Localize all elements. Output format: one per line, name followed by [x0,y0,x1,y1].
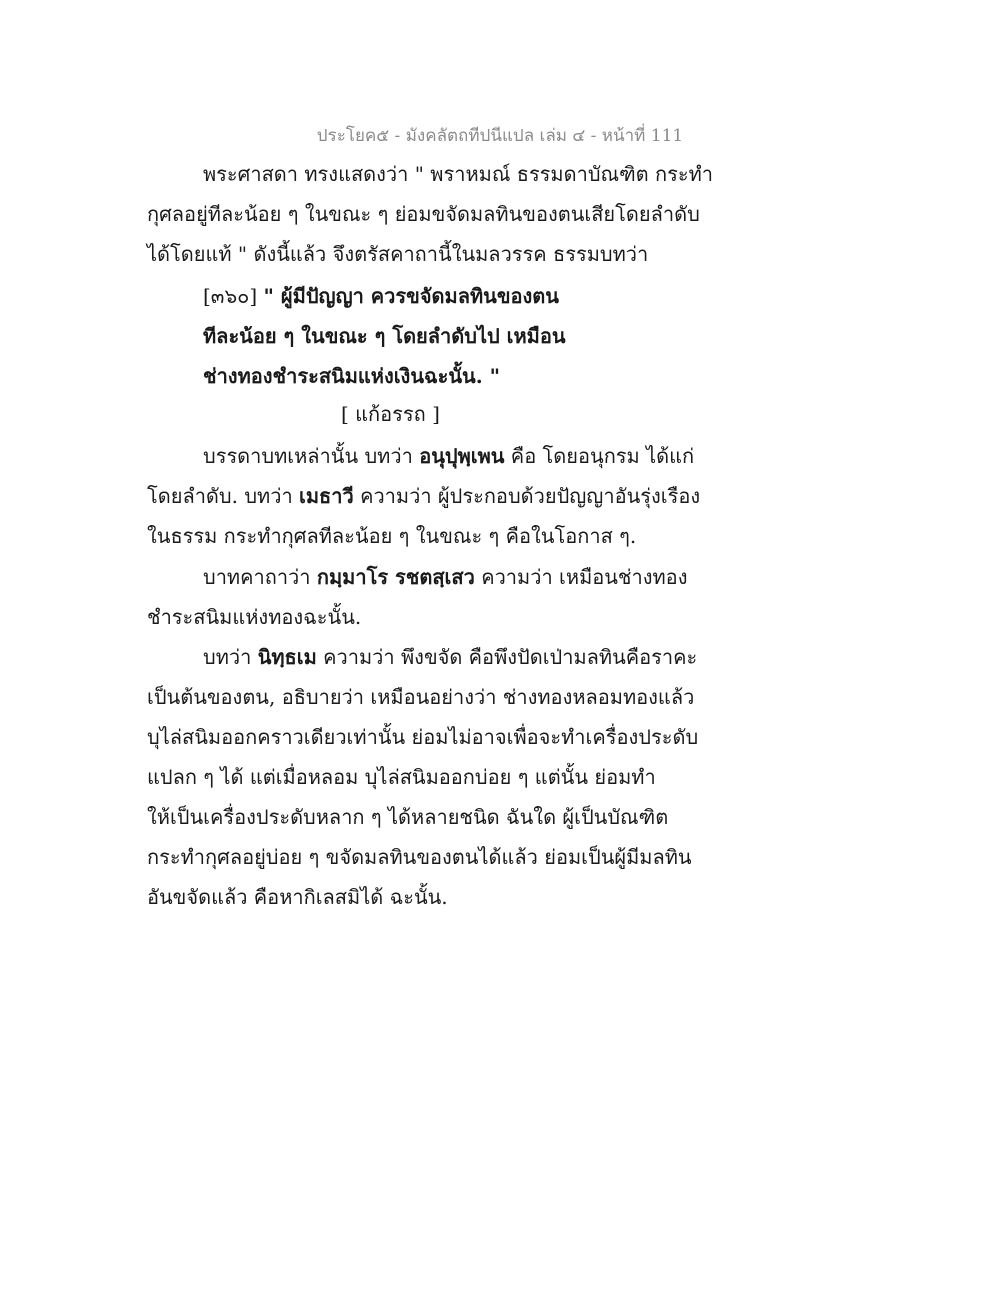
paragraph-line: บุไล่สนิมออกคราวเดียวเท่านั้น ย่อมไม่อาจเพื่อจะทำเครื่องประดับ [147,725,699,749]
text-run: คือ โดยอนุกรม ได้แก่ [504,444,695,468]
verse-text: " ผู้มีปัญญา ควรขจัดมลทินของตน [263,284,559,308]
text-run: ความว่า เหมือนช่างทอง [474,565,688,589]
page-header: ประโยค๕ - มังคลัตถทีปนีแปล เล่ม ๔ - หน้าที่ 111 [316,126,684,146]
paragraph-line: กุศลอยู่ทีละน้อย ๆ ในขณะ ๆ ย่อมขจัดมลทินของตนเสียโดยลำดับ [147,202,700,226]
paragraph-line: ได้โดยแท้ " ดังนี้แล้ว จึงตรัสคาถานี้ในมลวรรค ธรรมบทว่า [147,242,649,266]
paragraph-line: กระทำกุศลอยู่บ่อย ๆ ขจัดมลทินของตนได้แล้ว ย่อมเป็นผู้มีมลทิน [147,845,692,869]
paragraph-line: อันขจัดแล้ว คือหากิเลสมิได้ ฉะนั้น. [147,885,448,909]
paragraph-line: เป็นต้นของตน, อธิบายว่า เหมือนอย่างว่า ช่างทองหลอมทองแล้ว [147,685,695,709]
paragraph-line: ในธรรม กระทำกุศลทีละน้อย ๆ ในขณะ ๆ คือในโอกาส ๆ. [147,524,637,548]
verse-number: [๓๖๐] [203,284,258,308]
verse-line: ช่างทองชำระสนิมแห่งเงินฉะนั้น. " [203,364,501,388]
pali-term: กมฺมาโร รชตสฺเสว [316,565,475,589]
pali-term: เมธาวี [299,484,354,508]
verse-line: ทีละน้อย ๆ ในขณะ ๆ โดยลำดับไป เหมือน [203,324,566,348]
text-run: โดยลำดับ. บทว่า [147,484,300,508]
text-run: บาทคาถาว่า [203,565,317,589]
paragraph-line: พระศาสดา ทรงแสดงว่า " พราหมณ์ ธรรมดาบัณฑิต กระทำ [203,162,714,186]
pali-term: อนุปุพฺเพน [419,444,505,468]
paragraph-line: ให้เป็นเครื่องประดับหลาก ๆ ได้หลายชนิด ฉันใด ผู้เป็นบัณฑิต [147,805,669,829]
section-title: [ แก้อรรถ ] [341,402,440,426]
text-run: ความว่า ผู้ประกอบด้วยปัญญาอันรุ่งเรือง [353,484,701,508]
paragraph-line [147,482,700,510]
paragraph-line [203,442,694,470]
pali-term: นิทฺธเม [257,645,317,669]
paragraph-line: แปลก ๆ ได้ แต่เมื่อหลอม บุไล่สนิมออกบ่อย ๆ แต่นั้น ย่อมทำ [147,765,656,789]
paragraph-line [203,563,687,591]
paragraph-line [203,643,697,671]
text-run: บรรดาบทเหล่านั้น บทว่า [203,444,420,468]
text-run: บทว่า [203,645,258,669]
paragraph-line: ชำระสนิมแห่งทองฉะนั้น. [147,605,362,629]
verse-line [203,282,559,310]
text-run: ความว่า พึงขจัด คือพึงปัดเป่ามลทินคือราคะ [316,645,698,669]
